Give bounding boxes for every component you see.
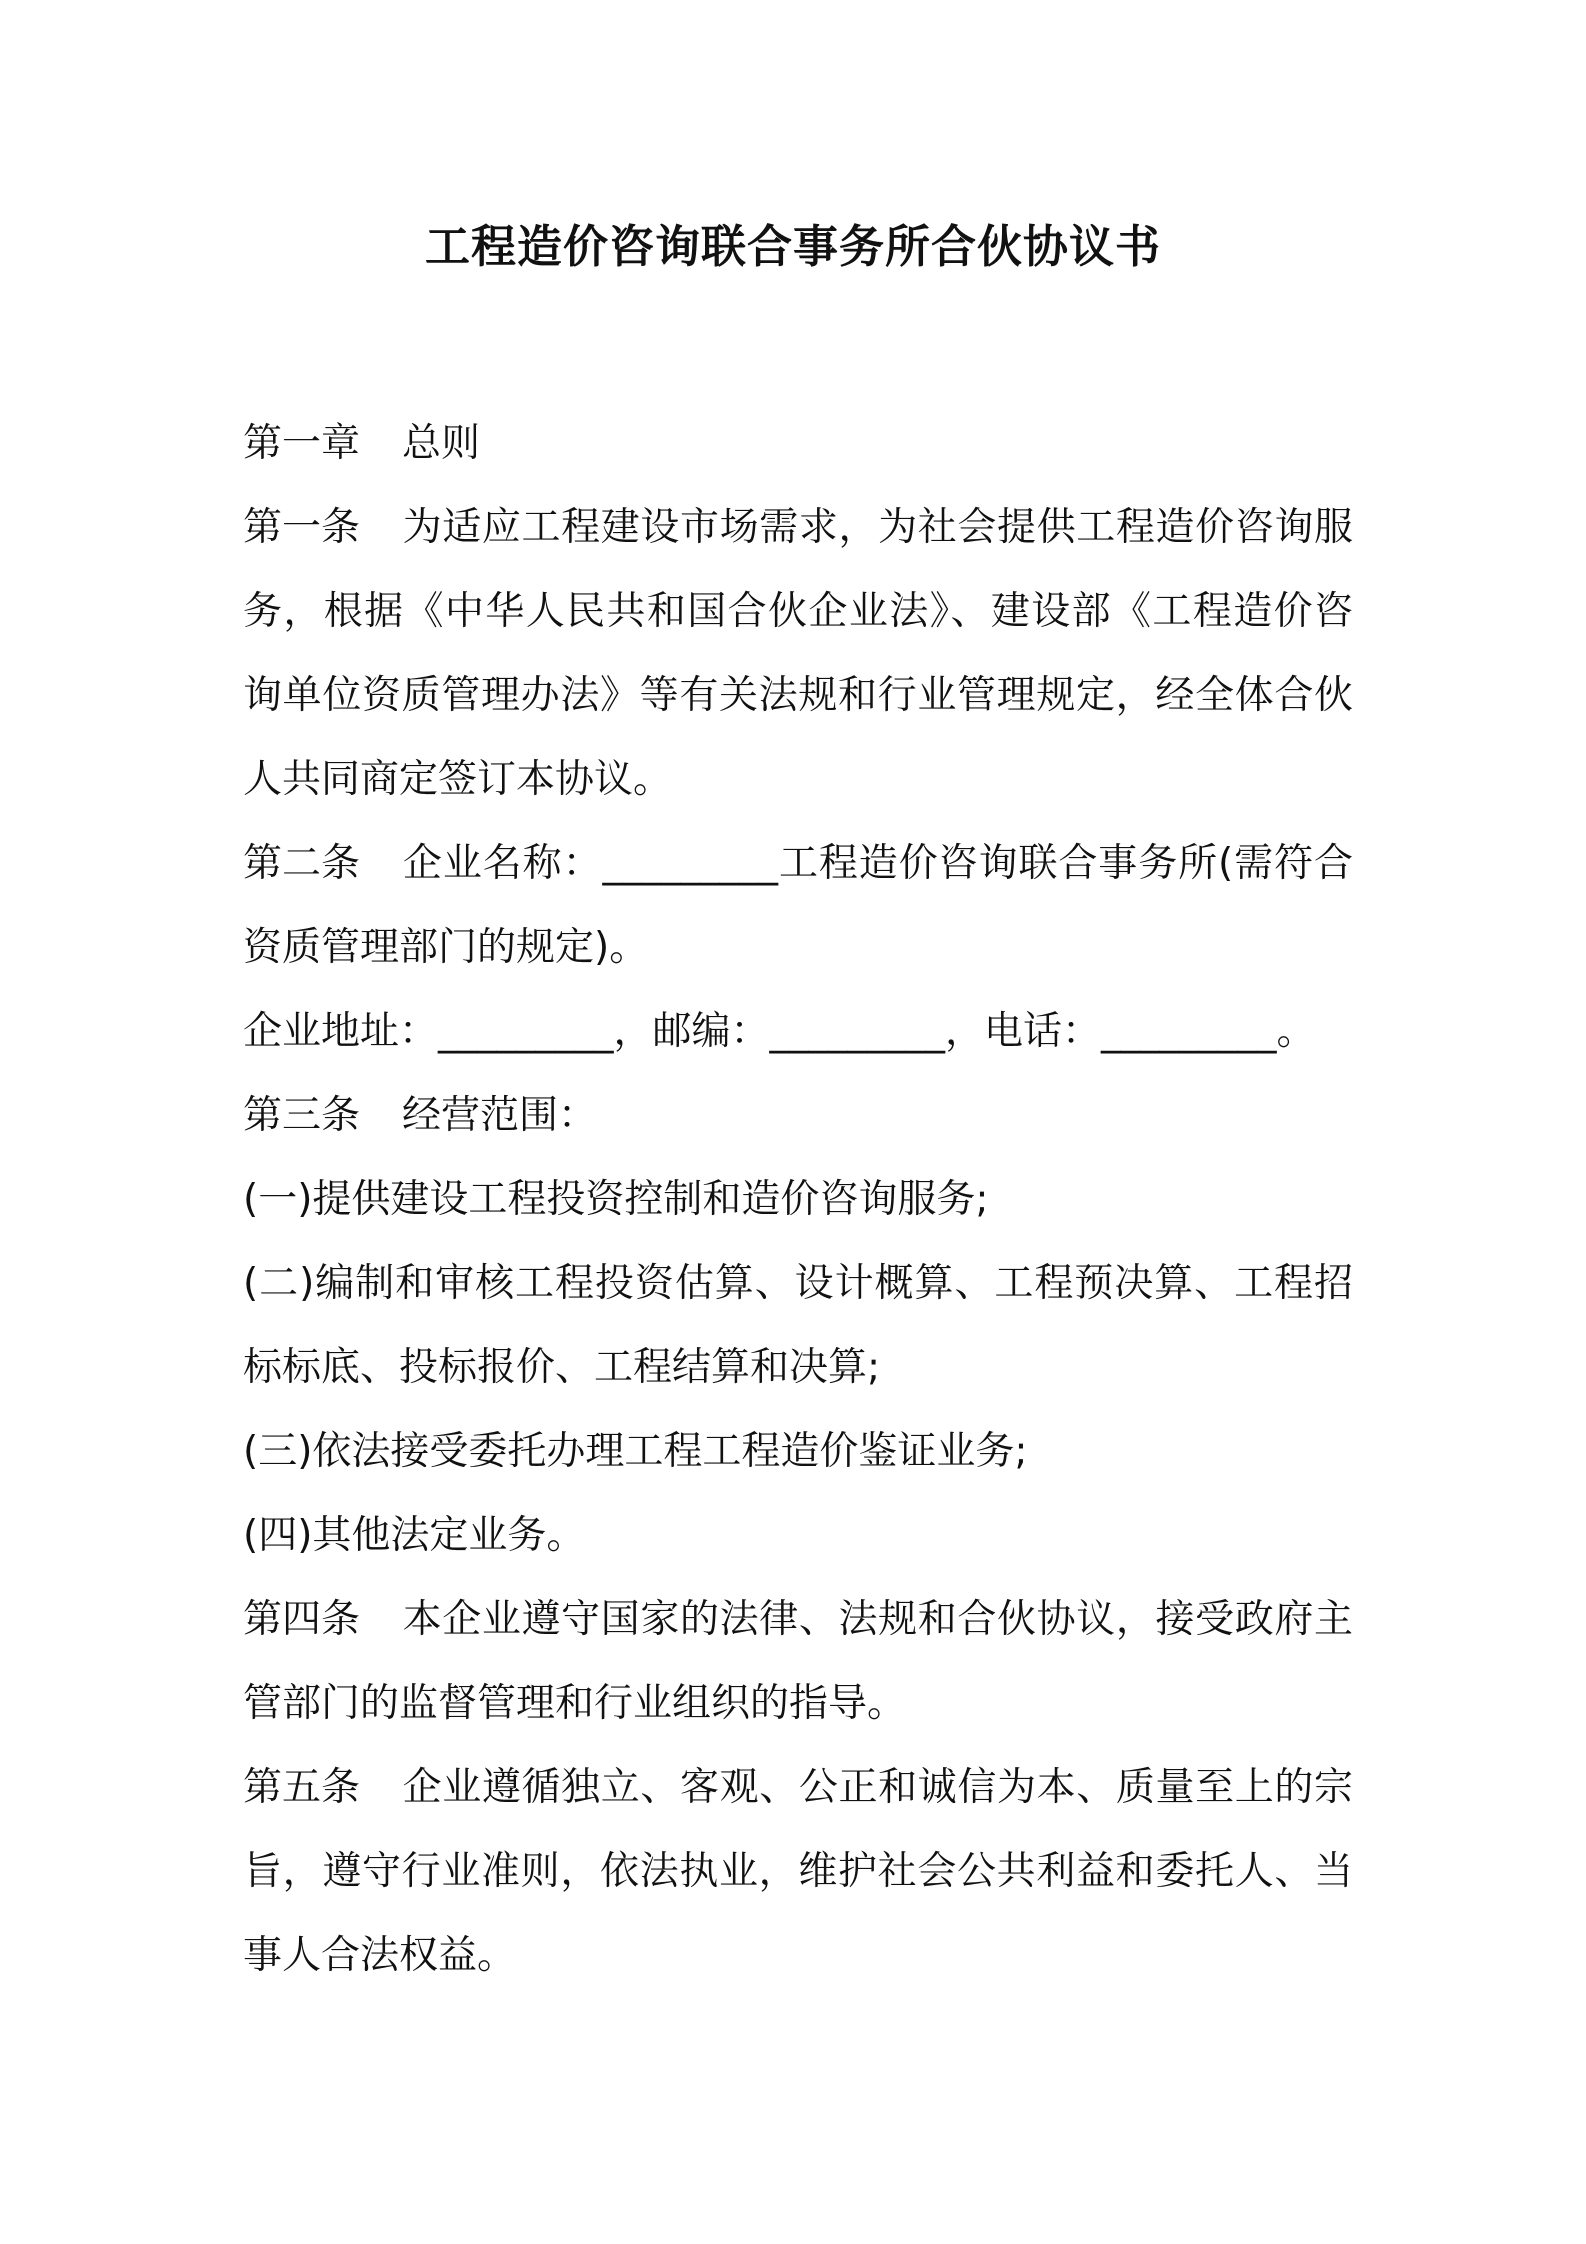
article-number: 第一条 (243, 505, 361, 550)
chapter-heading (243, 402, 1353, 486)
scope-item-text: (一)提供建设工程投资控制和造价咨询服务; (243, 1177, 989, 1222)
scope-item (243, 1410, 1353, 1494)
article-paragraph (243, 822, 1353, 990)
chapter-title: 总则 (402, 421, 481, 466)
scope-item-text: (二)编制和审核工程投资估算、设计概算、工程预决算、工程招标标底、投标报价、工程结算和决算; (243, 1261, 1353, 1390)
scope-item (243, 1242, 1353, 1410)
article-paragraph (243, 1074, 1353, 1158)
article-text: 企业遵循独立、客观、公正和诚信为本、质量至上的宗旨，遵守行业准则，依法执业，维护社会公共利益和委托人、当事人合法权益。 (243, 1765, 1353, 1978)
article-number: 第四条 (243, 1597, 361, 1642)
article-text: 企业名称：_________工程造价咨询联合事务所(需符合资质管理部门的规定)。 (243, 841, 1353, 970)
document-title: 工程造价咨询联合事务所合伙协议书 (424, 220, 1161, 273)
article-number: 第五条 (243, 1765, 361, 1810)
article-text: 为适应工程建设市场需求，为社会提供工程造价咨询服务，根据《中华人民共和国合伙企业法》、建设部《工程造价咨询单位资质管理办法》等有关法规和行业管理规定，经全体合伙人共同商定签订本协议。 (243, 505, 1353, 802)
scope-item (243, 1494, 1353, 1578)
article-number: 第三条 (243, 1093, 361, 1138)
article-paragraph (243, 1746, 1353, 1998)
address-text: 企业地址：_________，邮编：_________，电话：_________。 (243, 1009, 1316, 1054)
scope-item (243, 1158, 1353, 1242)
document-body (243, 402, 1353, 1998)
article-paragraph (243, 486, 1353, 822)
article-paragraph (243, 1578, 1353, 1746)
scope-item-text: (三)依法接受委托办理工程工程造价鉴证业务; (243, 1429, 1028, 1474)
address-line (243, 990, 1353, 1074)
article-text: 本企业遵守国家的法律、法规和合伙协议，接受政府主管部门的监督管理和行业组织的指导。 (243, 1597, 1353, 1726)
article-text: 经营范围： (402, 1093, 598, 1138)
article-number: 第二条 (243, 841, 361, 886)
scope-item-text: (四)其他法定业务。 (243, 1513, 586, 1558)
chapter-number: 第一章 (243, 421, 361, 466)
